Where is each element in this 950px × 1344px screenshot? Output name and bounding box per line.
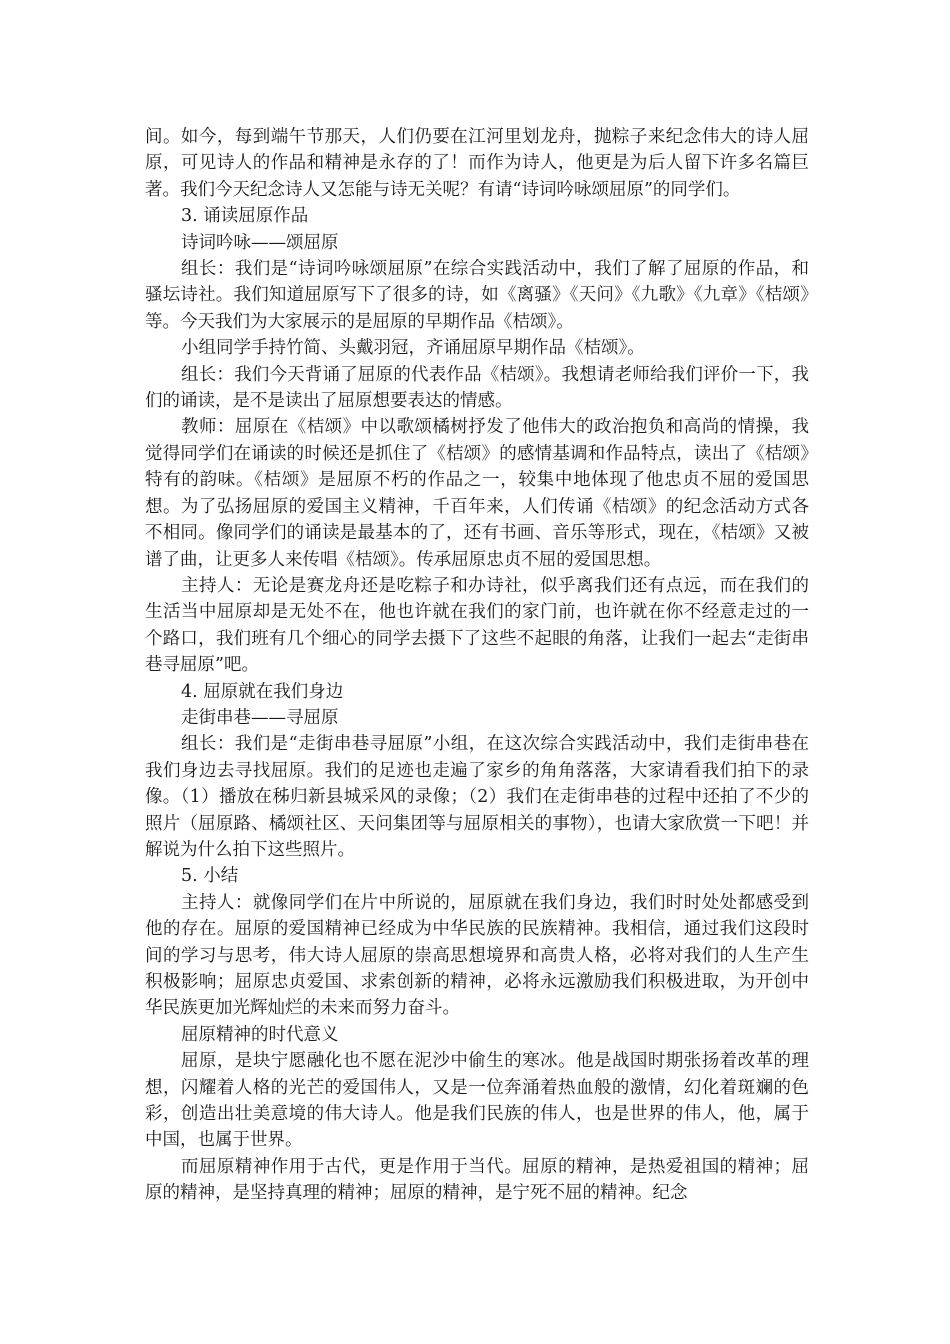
paragraph: 教师：屈原在《桔颂》中以歌颂橘树抒发了他伟大的政治抱负和高尚的情操，我觉得同学们在诵读的时候还是抓住了《桔颂》的感情基调和作品特点，读出了《桔颂》特有的韵味。《桔颂》是屈原不朽的作品之一，较集中地体现了他忠贞不屈的爱国思想。为了弘扬屈原的爱国主义精神，千百年来，人们传诵《桔颂》的纪念活动方式各不相同。像同学们的诵读是最基本的了，还有书画、音乐等形式，现在，《桔颂》又被谱了曲，让更多人来传唱《桔颂》。传承屈原忠贞不屈的爱国思想。 [145,417,809,570]
section-heading-3: 3. 诵读屈原作品 [181,206,309,227]
document-page [145,124,809,1207]
paragraph: 主持人：无论是赛龙舟还是吃粽子和办诗社，似乎离我们还有点远，而在我们的生活当中屈原却是无处不在，他也许就在我们的家门前，也许就在你不经意走过的一个路口，我们班有几个细心的同学去摄下了这些不起眼的角落，让我们一起去“走街串巷寻屈原”吧。 [145,575,809,676]
paragraph: 小组同学手持竹简、头戴羽冠，齐诵屈原早期作品《桔颂》。 [181,338,645,359]
paragraph: 组长：我们是“走街串巷寻屈原”小组，在这次综合实践活动中，我们走街串巷在我们身边去寻找屈原。我们的足迹也走遍了家乡的角角落落，大家请看我们拍下的录像。（1）播放在秭归新县城采风的录像；（2）我们在走街串巷的过程中还拍了不少的照片（屈原路、橘颂社区、天问集团等与屈原相关的事物），也请大家欣赏一下吧！并解说为什么拍下这些照片。 [145,734,809,860]
paragraph: 屈原，是块宁愿融化也不愿在泥沙中偷生的寒冰。他是战国时期张扬着改革的理想，闪耀着人格的光芒的爱国伟人，又是一位奔涌着热血般的激情，幻化着斑斓的色彩，创造出壮美意境的伟大诗人。他是我们民族的伟人，也是世界的伟人，他，属于中国，也属于世界。 [145,1051,809,1151]
subheading: 诗词吟咏——颂屈原 [181,232,339,253]
section-heading-4: 4. 屈原就在我们身边 [181,681,344,702]
paragraph: 间。如今，每到端午节那天，人们仍要在江河里划龙舟，抛粽子来纪念伟大的诗人屈原，可见诗人的作品和精神是永存的了！而作为诗人，他更是为后人留下许多名篇巨著。我们今天纪念诗人又怎能与诗无关呢？有请“诗词吟咏颂屈原”的同学们。 [145,127,809,200]
paragraph: 主持人：就像同学们在片中所说的，屈原就在我们身边，我们时时处处都感受到他的存在。屈原的爱国精神已经成为中华民族的民族精神。我相信，通过我们这段时间的学习与思考，伟大诗人屈原的崇高思想境界和高贵人格，必将对我们的人生产生积极影响；屈原忠贞爱国、求索创新的精神，必将永远激励我们积极进取，为开创中华民族更加光辉灿烂的未来而努力奋斗。 [145,892,809,1019]
paragraph: 而屈原精神作用于古代，更是作用于当代。屈原的精神，是热爱祖国的精神；屈原的精神，是坚持真理的精神；屈原的精神，是宁死不屈的精神。纪念 [145,1156,809,1204]
paragraph: 组长：我们是“诗词吟咏颂屈原”在综合实践活动中，我们了解了屈原的作品，和骚坛诗社。我们知道屈原写下了很多的诗，如《离骚》《天问》《九歌》《九章》《桔颂》等。今天我们为大家展示的是屈原的早期作品《桔颂》。 [145,259,809,332]
subheading: 屈原精神的时代意义 [181,1024,339,1045]
section-heading-5: 5. 小结 [181,866,239,887]
subheading: 走街串巷——寻屈原 [181,707,339,728]
paragraph: 组长：我们今天背诵了屈原的代表作品《桔颂》。我想请老师给我们评价一下，我们的诵读，是不是读出了屈原想要表达的情感。 [145,364,809,412]
